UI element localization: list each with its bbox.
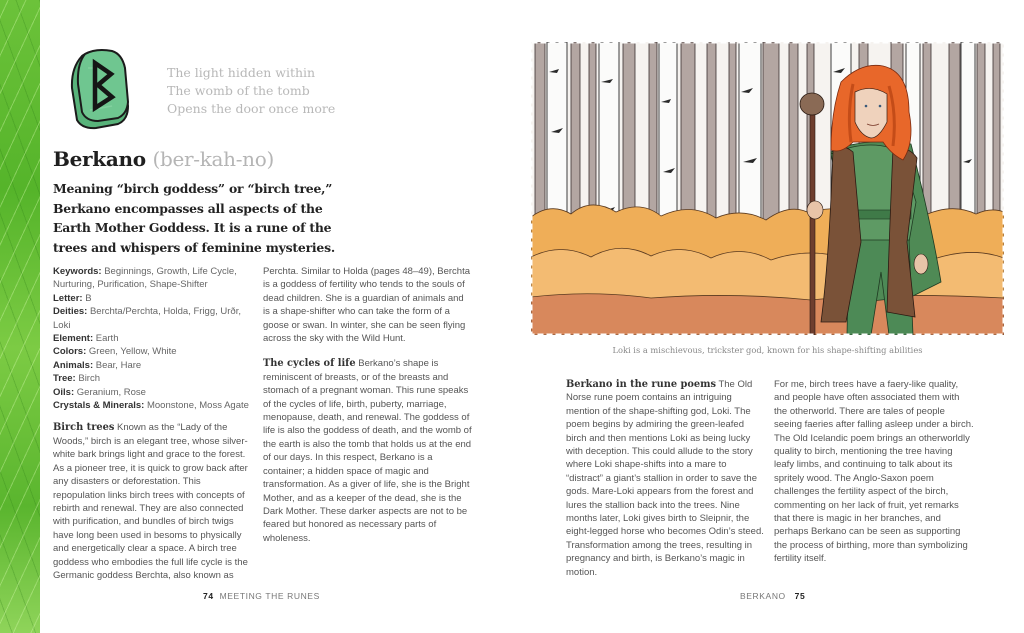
keyword-row: Crystals & Minerals: Moonstone, Moss Agate [53,400,249,412]
section-heading: Birch trees [53,422,115,434]
section-rune-poems [566,378,766,579]
section-text: Known as the “Lady of the Woods,” birch is an elegant tree, whose silver-white bark brings light and grace to the forest. As a pioneer tree, it is quick to grow back after any disasters or deforestation. This repopulation links birch trees with concepts of rebirth and renewal. They are also connected with purification, and bundles of birch twigs have long been used in besoms to physically and energetically clear a space. A birch tree goddess who embodies the full life cycle is the Germanic goddess Berchta, also known as [53,422,248,581]
poem-line: The womb of the tomb [167,83,310,98]
section-text-continued: Perchta. Similar to Holda (pages 48–49), Berchta is a goddess of fertility who tends to the souls of dead children. She is a guardian of animals and is a shape-shifter who can take the form of a goose or swan. In winter, she can be seen flying across the sky with the Wild Hunt. [263,266,470,345]
poem-line: The light hidden within [167,65,316,80]
running-head: MEETING THE RUNES [219,591,320,601]
berkano-rune-stone-icon [68,48,132,132]
keyword-row: Oils: Geranium, Rose [53,386,146,398]
rune-poem [167,64,335,118]
section-heading: Berkano in the rune poems [566,379,716,390]
rune-title [53,147,274,171]
lead-paragraph: Meaning “birch goddess” or “birch tree,” Berkano encompasses all aspects of the Earth Mother Goddess. It is a rune of the trees and whispers of feminine mysteries. [53,181,336,255]
keyword-row: Keywords: Beginnings, Growth, Life Cycle, Nurturing, Purification, Shape-Shifter [53,266,237,291]
column-4 [774,378,974,566]
illustration-caption: Loki is a mischievous, trickster god, known for his shape-shifting abilities [612,345,923,355]
section-birch-trees [53,421,253,582]
poem-line: Opens the door once more [167,101,336,116]
footer-left [203,591,320,601]
section-text: The Old Norse rune poem contains an intriguing mention of the shape-shifting god, Loki. The poem begins by admiring the green-leafed birch and then mentions Loki as being lucky with deception. This could allude to the story where Loki shape-shifts into a mare to “distract” a giant’s stallion in order to save the gods. Mare-Loki appears from the forest and lures the stallion back into the trees. Nine months later, Loki gives birth to Sleipnir, the eight-legged horse who becomes Odin’s steed. Transformation among the trees, resulting in pregnancy and birth, is Berkano’s magic in motion. [566,379,764,578]
running-head: BERKANO [740,591,786,601]
grass-border-image [0,0,40,633]
section-cycles-of-life [263,357,473,545]
keyword-row: Letter: B [53,292,92,304]
section-heading: The cycles of life [263,358,356,370]
page-number: 74 [203,591,214,601]
keyword-row: Element: Earth [53,333,119,345]
keywords-list [53,265,253,412]
keyword-row: Tree: Birch [53,373,101,385]
column-1 [53,265,253,582]
rune-pronunciation: (ber-kah-no) [152,147,275,171]
footer-right [740,591,805,601]
keyword-row: Animals: Bear, Hare [53,359,142,371]
page-number: 75 [794,591,806,601]
column-2 [263,265,473,545]
section-faery: For me, birch trees have a faery-like quality, and people have often associated them with the otherworld. There are tales of people seeing faeries after falling asleep under a birch. The Old Icelandic poem brings an otherworldly quality to birch, mentioning the tree having leafy limbs, and continuing to talk about its spritely wood. The Anglo-Saxon poem challenges the fertility aspect of the birch, commenting on her lack of fruit, yet remarks that there is magic in her branches, and perhaps Berkano can be seen as supporting the process of birthing, more than symbolizing fertility itself. [774,379,974,565]
loki-illustration [531,42,1004,335]
column-3 [566,378,766,579]
section-text: Berkano’s shape is reminiscent of breasts, or of the breasts and stomach of a pregnant woman. This rune speaks of the cycles of life, birth, puberty, marriage, menopause, death, and renewal. The goddess of life is also the goddess of death, and the womb of the earth is also the tomb that holds us at the end of our days. In this respect, Berkano is a container; a hidden space of magic and transformation. As a giver of life, she is the Bright Mother, and as a keeper of the dead, she is the Dark Mother. These darker aspects are not to be feared but honored as necessary parts of wholeness. [263,358,472,544]
keyword-row: Deities: Berchta/Perchta, Holda, Frigg, Urðr, Loki [53,306,241,331]
keyword-row: Colors: Green, Yellow, White [53,346,177,358]
rune-name: Berkano [53,147,146,171]
